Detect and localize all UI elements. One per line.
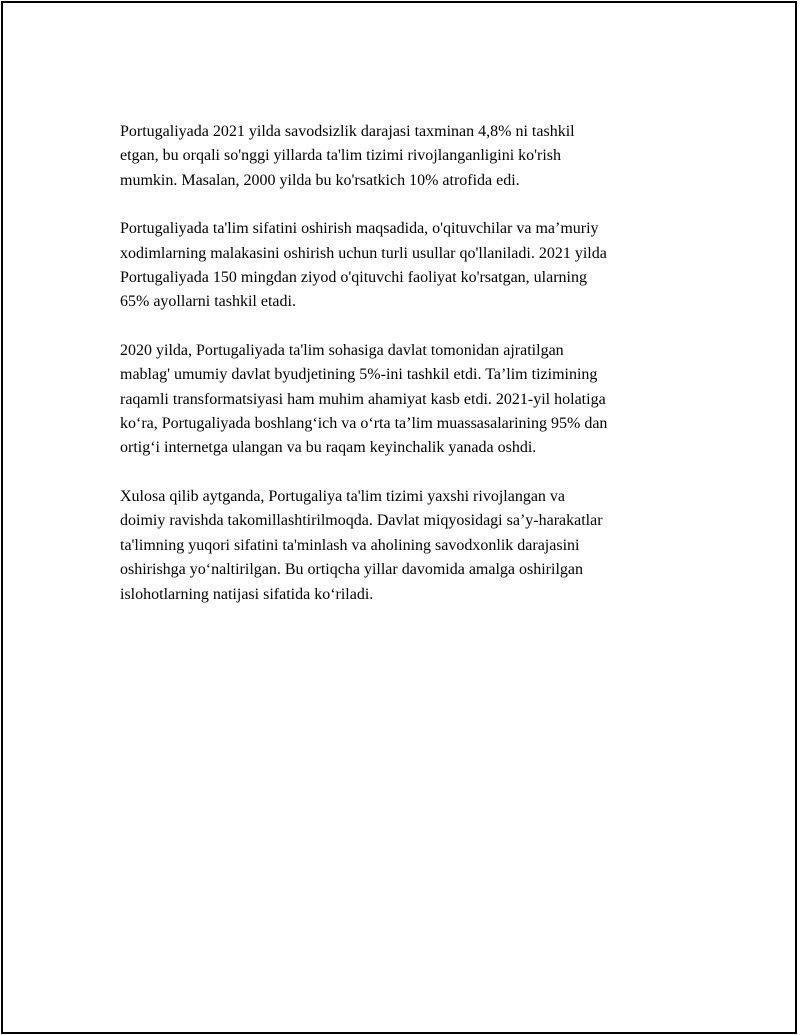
text-line: oshirishga yo‘naltirilgan. Bu ortiqcha yillar davomida amalga oshirilgan: [120, 561, 583, 579]
text-line: 65% ayollarni tashkil etadi.: [120, 293, 296, 311]
document-body: [120, 120, 686, 631]
text-line: Portugaliyada ta'lim sifatini oshirish maqsadida, o'qituvchilar va ma’muriy: [120, 220, 599, 238]
text-line: Xulosa qilib aytganda, Portugaliya ta'lim tizimi yaxshi rivojlangan va: [120, 487, 566, 505]
text-line: islohotlarning natijasi sifatida ko‘riladi.: [120, 585, 374, 603]
text-line: Portugaliyada 2021 yilda savodsizlik darajasi taxminan 4,8% ni tashkil: [120, 123, 575, 140]
text-line: doimiy ravishda takomillashtirilmoqda. Davlat miqyosidagi sa’y-harakatlar: [120, 512, 603, 530]
text-line: ortig‘i internetga ulangan va bu raqam keyinchalik yanada oshdi.: [120, 439, 537, 457]
paragraph-conclusion: [120, 485, 686, 607]
text-line: ko‘ra, Portugaliyada boshlang‘ich va o‘rta ta’lim muassasalarining 95% dan: [120, 415, 608, 433]
text-line: mumkin. Masalan, 2000 yilda bu ko'rsatkich 10% atrofida edi.: [120, 171, 520, 189]
paragraph-funding: [120, 339, 686, 461]
text-line: etgan, bu orqali so'nggi yillarda ta'lim tizimi rivojlanganligini ko'rish: [120, 147, 562, 165]
text-line: xodimlarning malakasini oshirish uchun turli usullar qo'llaniladi. 2021 yilda: [120, 244, 607, 262]
text-line: ta'limning yuqori sifatini ta'minlash va aholining savodxonlik darajasini: [120, 536, 580, 554]
text-line: Portugaliyada 150 mingdan ziyod o'qituvchi faoliyat ko'rsatgan, ularning: [120, 269, 587, 287]
paragraph-teachers: [120, 217, 686, 315]
text-line: 2020 yilda, Portugaliyada ta'lim sohasiga davlat tomonidan ajratilgan: [120, 341, 564, 359]
document-page: [1, 1, 797, 1034]
text-line: raqamli transformatsiyasi ham muhim ahamiyat kasb etdi. 2021-yil holatiga: [120, 390, 606, 408]
paragraph-literacy: [120, 120, 686, 193]
text-line: mablag' umumiy davlat byudjetining 5%-ini tashkil etdi. Ta’lim tizimining: [120, 366, 598, 384]
